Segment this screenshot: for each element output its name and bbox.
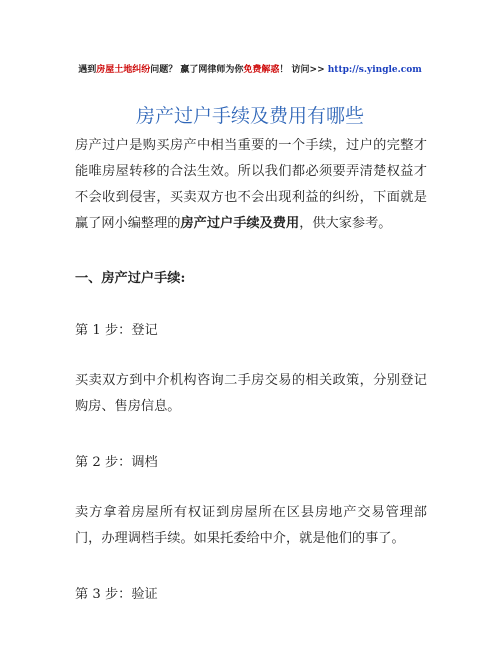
intro-paragraph [75,133,427,237]
banner-url-link[interactable]: http://s.yingle.com [327,65,422,75]
banner-mid: 问题？ 赢了网律师为你 [150,65,244,75]
intro-text-1: 房产过户是购买房产中相当重要的一个手续，过户的完整才能唯房屋转移的合法生效。所以我们都必须要弄清楚权益才不会收到侵害，买卖双方也不会出现利益的纠纷，下面就是赢了网小编整理的 [75,138,427,231]
intro-text-2: ，供大家参考。 [299,216,392,231]
banner-topic: 房屋土地纠纷 [96,65,151,75]
step-2-text: 卖方拿着房屋所有权证到房屋所在区县房地产交易管理部门，办理调档手续。如果托委给中介，就是他们的事了。 [75,505,427,546]
intro-bold: 房产过户手续及费用 [180,216,300,231]
banner-post: ！ 访问>> [279,65,328,75]
banner-pre: 遇到 [78,65,97,75]
section-heading: 一、房产过户手续: [75,271,186,286]
step-2-label: 第 2 步：调档 [75,455,158,470]
promo-banner [0,62,500,75]
banner-free: 免费解惑 [243,65,280,75]
step-1-label: 第 1 步：登记 [75,323,158,338]
step-1-text: 买卖双方到中介机构咨询二手房交易的相关政策，分别登记购房、售房信息。 [75,373,427,414]
step-3-label: 第 3 步：验证 [75,587,158,602]
page-title: 房产过户手续及费用有哪些 [135,105,364,127]
